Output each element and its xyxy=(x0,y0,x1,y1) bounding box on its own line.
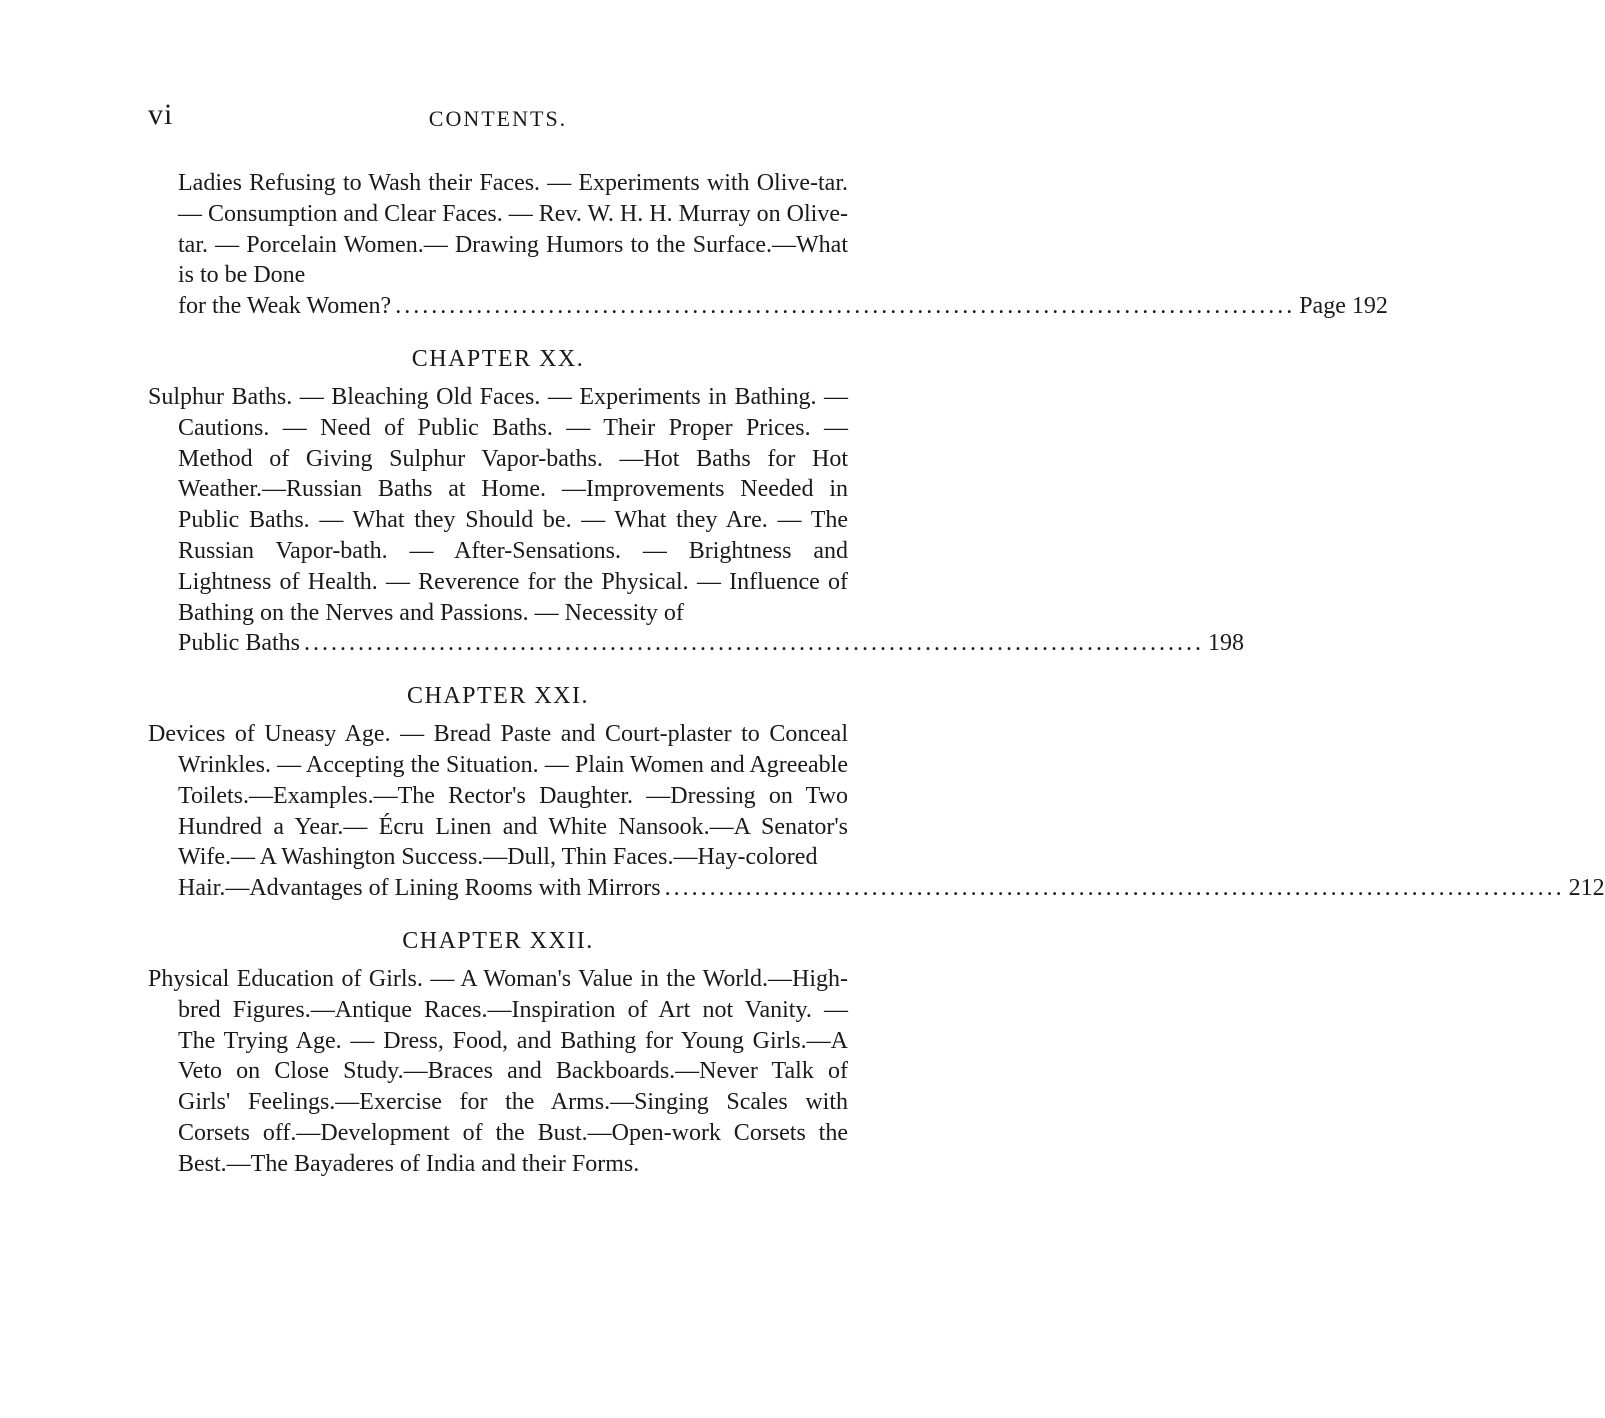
toc-entry-leader-line xyxy=(178,873,1605,904)
toc-entry-chapter-xxii xyxy=(148,964,848,1180)
toc-entry-text: Devices of Uneasy Age. — Bread Paste and Court-plaster to Conceal Wrinkles. — Accepting the Situation. — Plain Women and Agreeable Toilets.—Examples.—The Rector's Daughter. —Dressing on Two Hundred a Year.— Écru Linen and White Nansook.—A Senator's Wife.— A Washington Success.—Dull, Thin Faces.—Hay-colored xyxy=(148,721,848,871)
page-number: vi xyxy=(148,98,174,131)
chapter-heading-xxii: CHAPTER XXII. xyxy=(402,927,594,954)
chapter-heading-xx: CHAPTER XX. xyxy=(411,345,585,372)
running-head xyxy=(148,98,848,138)
dot-leader: .................................................................................................... xyxy=(395,293,1296,320)
toc-page-ref: 198 xyxy=(1208,630,1245,657)
toc-entry-text: Physical Education of Girls. — A Woman's Value in the World.—High-bred Figures.—Antique Races.—Inspiration of Art not Vanity. — The Trying Age. — Dress, Food, and Bathing for Young Girls.—A Veto on Close Study.—Braces and Backboards.—Never Talk of Girls' Feelings.—Exercise for the Arms.—Singing Scales with Corsets off.—Development of the Bust.—Open-work Corsets the Best.—The Bayaderes of India and their Forms. xyxy=(148,965,848,1177)
chapter-heading-xxi: CHAPTER XXI. xyxy=(406,683,589,710)
toc-entry-chapter-xxi xyxy=(148,719,1605,904)
dot-leader: .................................................................................................... xyxy=(304,630,1205,657)
toc-entry-last-line: for the Weak Women? xyxy=(178,293,392,320)
toc-entry-leader-line xyxy=(178,291,1388,322)
contents-list xyxy=(148,168,1605,1180)
dot-leader: .................................................................................................... xyxy=(664,875,1565,902)
toc-page-ref: Page 192 xyxy=(1299,293,1388,320)
toc-entry-last-line: Public Baths xyxy=(178,630,301,657)
toc-page-ref: 212 xyxy=(1568,875,1605,902)
toc-entry-text: Ladies Refusing to Wash their Faces. — Experiments with Olive-tar. — Consumption and Clear Faces. — Rev. W. H. H. Murray on Olive-tar. — Porcelain Women.— Drawing Humors to the Surface.—What is to be Done xyxy=(178,170,848,289)
toc-entry-last-line: Hair.—Advantages of Lining Rooms with Mirrors xyxy=(178,875,661,902)
toc-entry-text: Sulphur Baths. — Bleaching Old Faces. — Experiments in Bathing. — Cautions. — Need of Public Baths. — Their Proper Prices. — Method of Giving Sulphur Vapor-baths. —Hot Baths for Hot Weather.—Russian Baths at Home. —Improvements Needed in Public Baths. — What they Should be. — What they Are. — The Russian Vapor-bath. — After-Sensations. — Brightness and Lightness of Health. — Reverence for the Physical. — Influence of Bathing on the Nerves and Passions. — Necessity of xyxy=(148,383,848,626)
toc-entry-chapter-xx xyxy=(148,382,1245,659)
toc-entry-chapter-xix-continued xyxy=(148,168,1388,322)
toc-entry-leader-line xyxy=(178,628,1245,659)
page-title: CONTENTS. xyxy=(428,106,568,131)
